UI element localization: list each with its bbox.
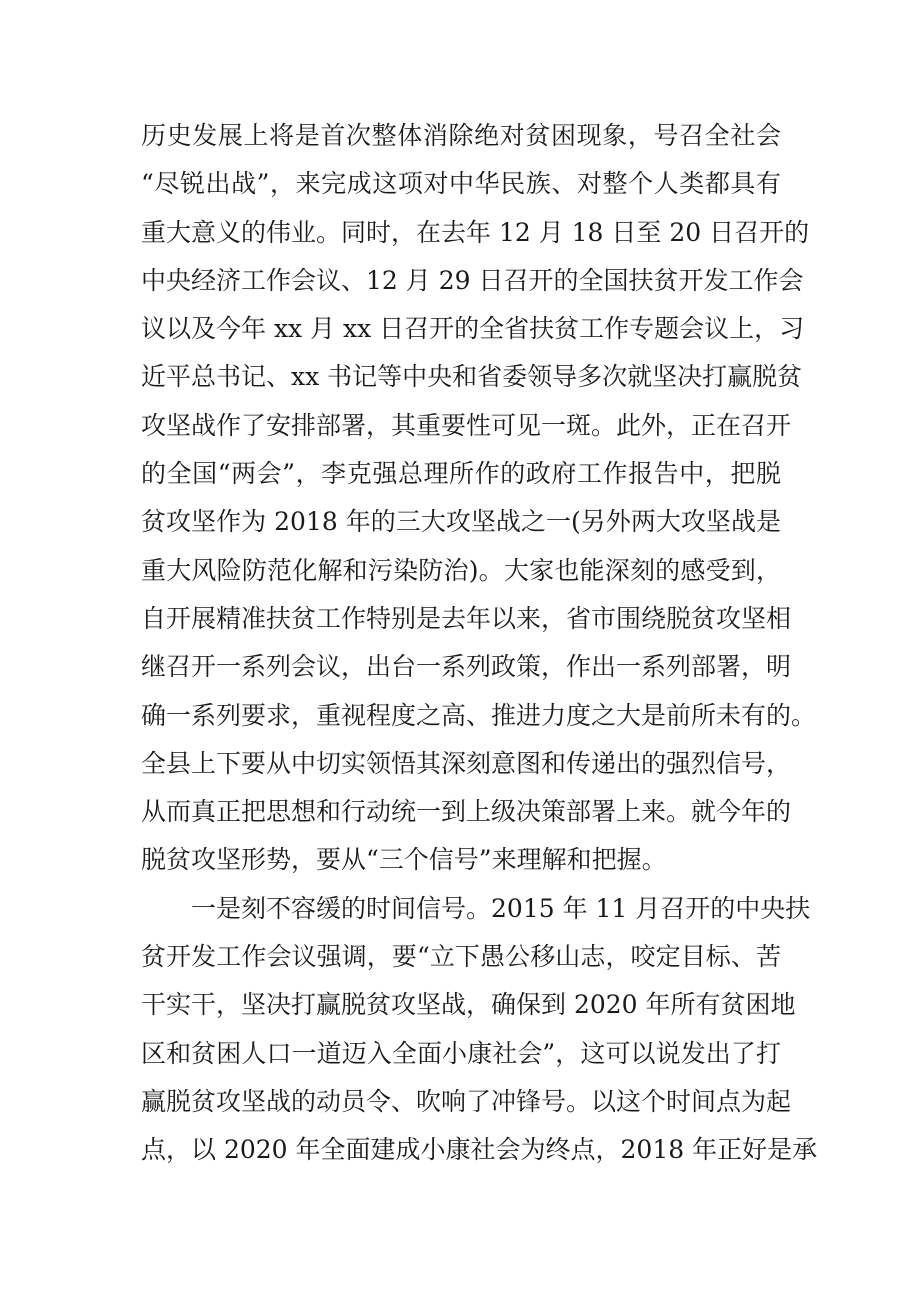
paragraph-1-line-5: 议以及今年 xx 月 xx 日召开的全省扶贫工作专题会议上，习 bbox=[141, 314, 805, 344]
paragraph-1-line-15: 从而真正把思想和行动统一到上级决策部署上来。就今年的 bbox=[141, 797, 792, 827]
paragraph-1-line-9: 贫攻坚作为 2018 年的三大攻坚战之一(另外两大攻坚战是 bbox=[141, 507, 781, 537]
paragraph-1-line-4: 中央经济工作会议、12 月 29 日召开的全国扶贫开发工作会 bbox=[141, 265, 804, 295]
paragraph-2-line-2: 贫开发工作会议强调，要“立下愚公移山志，咬定目标、苦 bbox=[141, 942, 781, 972]
paragraph-2-line-4: 区和贫困人口一道迈入全面小康社会”，这可以说发出了打 bbox=[141, 1038, 781, 1068]
paragraph-1-line-12: 继召开一系列会议，出台一系列政策，作出一系列部署，明 bbox=[141, 652, 792, 682]
paragraph-1-line-16: 脱贫攻坚形势，要从“三个信号”来理解和把握。 bbox=[141, 845, 667, 875]
paragraph-1-line-6: 近平总书记、xx 书记等中央和省委领导多次就坚决打赢脱贫 bbox=[141, 362, 803, 392]
paragraph-2-line-6: 点，以 2020 年全面建成小康社会为终点，2018 年正好是承 bbox=[141, 1135, 818, 1165]
document-body bbox=[141, 112, 818, 1175]
paragraph-1-line-3: 重大意义的伟业。同时，在去年 12 月 18 日至 20 日召开的 bbox=[141, 217, 810, 247]
paragraph-1-line-8: 的全国“两会”，李克强总理所作的政府工作报告中，把脱 bbox=[141, 459, 781, 489]
paragraph-1-line-11: 自开展精准扶贫工作特别是去年以来，省市围绕脱贫攻坚相 bbox=[141, 603, 792, 633]
paragraph-1-line-2: “尽锐出战”，来完成这项对中华民族、对整个人类都具有 bbox=[141, 169, 781, 199]
paragraph-1-line-10: 重大风险防范化解和污染防治)。大家也能深刻的感受到， bbox=[141, 555, 781, 585]
paragraph-1-line-14: 全县上下要从中切实领悟其深刻意图和传递出的强烈信号， bbox=[141, 748, 792, 778]
paragraph-2-line-3: 干实干，坚决打赢脱贫攻坚战，确保到 2020 年所有贫困地 bbox=[141, 990, 796, 1020]
paragraph-1-line-1: 历史发展上将是首次整体消除绝对贫困现象，号召全社会 bbox=[141, 121, 781, 150]
paragraph-1-line-13: 确一系列要求，重视程度之高、推进力度之大是前所未有的。 bbox=[141, 700, 817, 730]
paragraph-2-line-1: 一是刻不容缓的时间信号。2015 年 11 月召开的中央扶 bbox=[191, 893, 811, 923]
paragraph-2-line-5: 赢脱贫攻坚战的动员令、吹响了冲锋号。以这个时间点为起 bbox=[141, 1086, 792, 1116]
paragraph-1-line-7: 攻坚战作了安排部署，其重要性可见一斑。此外，正在召开 bbox=[141, 410, 792, 440]
